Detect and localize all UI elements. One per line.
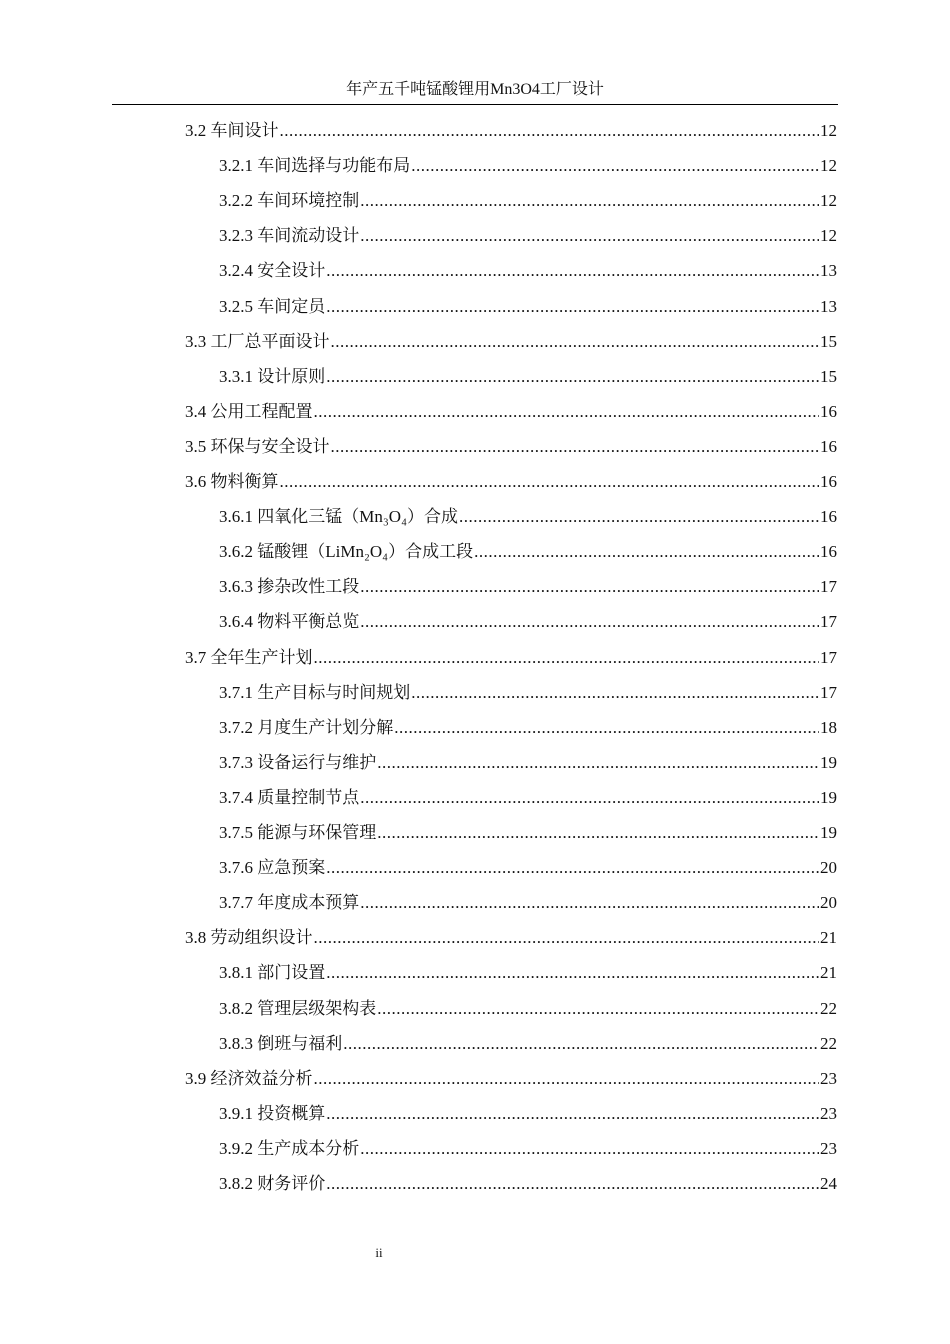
toc-entry[interactable] bbox=[219, 814, 837, 844]
toc-entry-page-number: 19 bbox=[820, 787, 837, 807]
toc-entry-page-number: 23 bbox=[820, 1138, 837, 1158]
toc-entry[interactable] bbox=[219, 182, 837, 212]
toc-dot-leader bbox=[326, 366, 819, 388]
toc-dot-leader bbox=[326, 296, 819, 318]
toc-entry[interactable] bbox=[185, 919, 837, 949]
toc-entry-title: 3.2.1 车间选择与功能布局 bbox=[219, 156, 411, 176]
toc-entry-page-number: 21 bbox=[820, 963, 837, 983]
toc-entry-title: 3.4 公用工程配置 bbox=[185, 401, 313, 421]
toc-entry-page-number: 23 bbox=[820, 1068, 837, 1088]
toc-dot-leader bbox=[314, 647, 820, 669]
toc-entry-page-number: 16 bbox=[820, 542, 837, 562]
toc-entry-title: 3.8.2 财务评价 bbox=[219, 1174, 326, 1193]
toc-dot-leader bbox=[326, 857, 819, 879]
toc-entry-page-number: 21 bbox=[820, 928, 837, 948]
toc-entry-page-number: 17 bbox=[820, 612, 837, 632]
toc-dot-leader bbox=[360, 1138, 819, 1160]
toc-entry-page-number: 13 bbox=[820, 261, 837, 281]
toc-dot-leader bbox=[411, 155, 819, 177]
toc-entry[interactable] bbox=[219, 603, 837, 633]
toc-entry-page-number: 23 bbox=[820, 1103, 837, 1123]
toc-dot-leader bbox=[411, 682, 819, 704]
toc-entry-page-number: 17 bbox=[820, 682, 837, 702]
toc-entry-page-number: 15 bbox=[820, 366, 837, 386]
toc-entry-page-number: 17 bbox=[820, 577, 837, 597]
toc-dot-leader bbox=[326, 1173, 819, 1195]
toc-entry-title: 3.6 物料衡算 bbox=[185, 472, 279, 491]
toc-entry-title: 3.7.3 设备运行与维护 bbox=[219, 752, 377, 772]
toc-dot-leader bbox=[326, 260, 819, 282]
toc-entry-title: 3.6.4 物料平衡总览 bbox=[219, 612, 360, 632]
toc-entry-page-number: 16 bbox=[820, 436, 837, 456]
toc-entry[interactable] bbox=[219, 252, 837, 282]
toc-entry-title: 3.8.1 部门设置 bbox=[219, 963, 326, 983]
toc-entry-page-number: 16 bbox=[820, 401, 837, 421]
toc-entry[interactable] bbox=[219, 1025, 837, 1055]
toc-entry[interactable] bbox=[219, 1095, 837, 1125]
toc-entry[interactable] bbox=[219, 884, 837, 914]
toc-dot-leader bbox=[360, 892, 819, 914]
toc-entry-title: 3.7.5 能源与环保管理 bbox=[219, 823, 377, 842]
toc-entry[interactable] bbox=[219, 147, 837, 177]
toc-entry-title: 3.7.2 月度生产计划分解 bbox=[219, 717, 394, 737]
toc-dot-leader bbox=[360, 576, 819, 598]
toc-entry-title: 3.2.4 安全设计 bbox=[219, 261, 326, 281]
toc-entry-title: 3.8 劳动组织设计 bbox=[185, 928, 313, 948]
toc-entry[interactable] bbox=[219, 709, 837, 739]
toc-entry-page-number: 22 bbox=[820, 1033, 837, 1053]
toc-entry-title: 3.7.1 生产目标与时间规划 bbox=[219, 682, 411, 702]
toc-entry-title: 3.9.1 投资概算 bbox=[219, 1103, 326, 1123]
toc-entry-title: 3.7.4 质量控制节点 bbox=[219, 787, 360, 807]
toc-entry[interactable] bbox=[185, 1060, 837, 1090]
header-divider bbox=[112, 104, 838, 105]
toc-entry[interactable] bbox=[219, 498, 837, 528]
toc-entry-title: 3.2.5 车间定员 bbox=[219, 296, 326, 316]
toc-entry[interactable] bbox=[185, 639, 837, 669]
toc-dot-leader bbox=[360, 225, 819, 247]
toc-dot-leader bbox=[377, 998, 819, 1020]
toc-entry-page-number: 20 bbox=[820, 858, 837, 878]
toc-entry[interactable] bbox=[219, 990, 837, 1020]
toc-entry[interactable] bbox=[219, 288, 837, 318]
toc-entry-page-number: 12 bbox=[820, 226, 837, 246]
toc-dot-leader bbox=[326, 1103, 819, 1125]
toc-entry-title: 3.8.2 管理层级架构表 bbox=[219, 998, 377, 1018]
toc-dot-leader bbox=[280, 120, 820, 142]
toc-entry-page-number: 24 bbox=[820, 1174, 837, 1193]
toc-entry[interactable] bbox=[219, 358, 837, 388]
toc-dot-leader bbox=[280, 471, 820, 493]
toc-entry[interactable] bbox=[219, 1165, 837, 1195]
toc-dot-leader bbox=[360, 190, 819, 212]
toc-entry-page-number: 16 bbox=[820, 472, 837, 491]
toc-entry-title: 3.9.2 生产成本分析 bbox=[219, 1138, 360, 1158]
toc-entry-page-number: 12 bbox=[820, 191, 837, 211]
toc-entry[interactable] bbox=[185, 112, 837, 142]
toc-dot-leader bbox=[314, 927, 820, 949]
toc-entry[interactable] bbox=[219, 533, 837, 563]
toc-entry-title: 3.8.3 倒班与福利 bbox=[219, 1033, 343, 1053]
toc-entry-title: 3.3.1 设计原则 bbox=[219, 366, 326, 386]
toc-entry[interactable] bbox=[185, 428, 837, 458]
toc-entry[interactable] bbox=[219, 849, 837, 879]
toc-dot-leader bbox=[360, 787, 819, 809]
toc-entry-title: 3.7.6 应急预案 bbox=[219, 858, 326, 878]
toc-entry[interactable] bbox=[219, 779, 837, 809]
page-header-title: 年产五千吨锰酸锂用Mn3O4工厂设计 bbox=[346, 81, 604, 98]
toc-entry[interactable] bbox=[185, 393, 837, 423]
toc-entry-title: 3.9 经济效益分析 bbox=[185, 1068, 313, 1088]
toc-entry-title: 3.2 车间设计 bbox=[185, 121, 279, 140]
toc-entry-title: 3.2.3 车间流动设计 bbox=[219, 226, 360, 246]
toc-entry-page-number: 17 bbox=[820, 647, 837, 667]
toc-dot-leader bbox=[314, 1068, 820, 1090]
toc-entry-page-number: 18 bbox=[820, 717, 837, 737]
toc-entry-page-number: 16 bbox=[820, 507, 837, 527]
toc-entry-page-number: 13 bbox=[820, 296, 837, 316]
toc-dot-leader bbox=[474, 541, 819, 563]
toc-entry-page-number: 19 bbox=[820, 752, 837, 772]
toc-entry[interactable] bbox=[219, 674, 837, 704]
toc-entry-title: 3.5 环保与安全设计 bbox=[185, 436, 330, 456]
toc-entry[interactable] bbox=[219, 217, 837, 247]
toc-dot-leader bbox=[377, 822, 819, 844]
toc-entry[interactable] bbox=[219, 954, 837, 984]
toc-entry-title: 3.3 工厂总平面设计 bbox=[185, 331, 330, 351]
toc-entry-page-number: 15 bbox=[820, 331, 837, 351]
toc-dot-leader bbox=[331, 331, 820, 353]
toc-entry-title: 3.7 全年生产计划 bbox=[185, 647, 313, 667]
toc-entry-page-number: 12 bbox=[820, 121, 837, 140]
toc-entry-page-number: 22 bbox=[820, 998, 837, 1018]
toc-entry[interactable] bbox=[219, 1130, 837, 1160]
toc-dot-leader bbox=[331, 436, 820, 458]
toc-entry-title: 3.2.2 车间环境控制 bbox=[219, 191, 360, 211]
toc-entry-page-number: 12 bbox=[820, 156, 837, 176]
toc-dot-leader bbox=[394, 717, 819, 739]
toc-entry[interactable] bbox=[219, 568, 837, 598]
toc-dot-leader bbox=[459, 506, 819, 528]
toc-dot-leader bbox=[360, 611, 819, 633]
toc-entry-title: 3.6.1 四氧化三锰（Mn₃O₄）合成 bbox=[219, 507, 458, 527]
toc-entry-title: 3.6.3 掺杂改性工段 bbox=[219, 577, 360, 597]
toc-entry[interactable] bbox=[185, 463, 837, 493]
page-number: ii bbox=[375, 1245, 383, 1260]
toc-dot-leader bbox=[314, 401, 820, 423]
toc-entry-title: 3.7.7 年度成本预算 bbox=[219, 893, 360, 913]
toc-entry-page-number: 19 bbox=[820, 823, 837, 842]
toc-dot-leader bbox=[326, 962, 819, 984]
toc-entry[interactable] bbox=[185, 323, 837, 353]
toc-entry-title: 3.6.2 锰酸锂（LiMn₂O₄）合成工段 bbox=[219, 542, 474, 562]
toc-entry-page-number: 20 bbox=[820, 893, 837, 913]
toc-entry[interactable] bbox=[219, 744, 837, 774]
toc-dot-leader bbox=[377, 752, 819, 774]
toc-dot-leader bbox=[343, 1033, 819, 1055]
